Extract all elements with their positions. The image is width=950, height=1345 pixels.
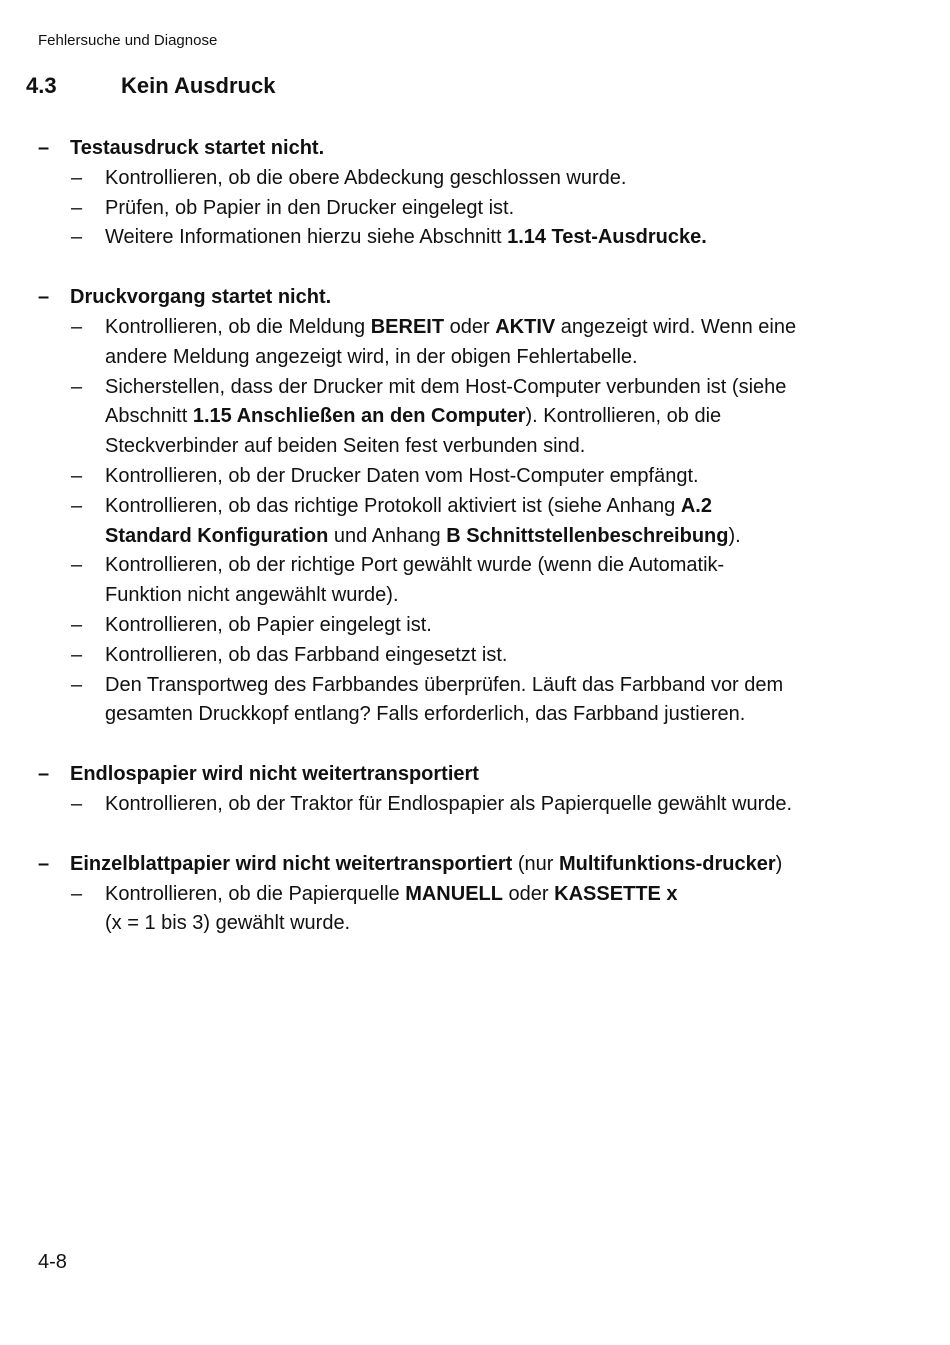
dash-bullet: – xyxy=(71,464,83,487)
page-number: 4-8 xyxy=(38,1251,67,1273)
dash-bullet: – xyxy=(71,196,83,219)
message-keyword: BEREIT xyxy=(370,315,445,338)
list-item: – Kontrollieren, ob der Drucker Daten vom Host-Computer empfängt. xyxy=(38,462,798,492)
section-reference: A.2 Standard Konfiguration xyxy=(105,494,712,547)
dash-bullet: – xyxy=(71,315,83,338)
dash-bullet: – xyxy=(71,792,83,815)
section-reference: B Schnittstellenbeschreibung xyxy=(446,524,729,547)
list-item: – Einzelblattpapier wird nicht weitertransportiert (nur Multifunktions-drucker) xyxy=(38,850,798,880)
list-item xyxy=(38,283,798,313)
dash-bullet: – xyxy=(71,375,83,398)
dash-bullet: – xyxy=(71,226,83,249)
list-item: – Kontrollieren, ob das Farbband eingesetzt ist. xyxy=(38,641,798,671)
list-item: – Prüfen, ob Papier in den Drucker eingelegt ist. xyxy=(38,194,798,224)
dash-bullet: – xyxy=(38,763,50,786)
list-item xyxy=(38,134,798,164)
dash-bullet: – xyxy=(38,137,50,159)
section-heading xyxy=(26,73,275,99)
list-item: – Kontrollieren, ob die Meldung BEREIT oder AKTIV angezeigt wird. Wenn eine andere Meldung angezeigt wird, in der obigen Fehlertabelle. xyxy=(38,313,798,373)
dash-bullet: – xyxy=(38,852,50,875)
paper-source-keyword: MANUELL xyxy=(405,882,503,905)
list-item: – Kontrollieren, ob der Traktor für Endlospapier als Papierquelle gewählt wurde. xyxy=(38,790,798,820)
dash-bullet: – xyxy=(38,286,50,309)
list-item xyxy=(38,760,798,790)
troubleshoot-endlospapier xyxy=(38,760,798,820)
dash-bullet: – xyxy=(71,554,83,577)
list-item: – Kontrollieren, ob der richtige Port gewählt wurde (wenn die Automatik-Funktion nicht angewählt wurde). xyxy=(38,551,798,611)
main-content xyxy=(38,134,798,969)
item-title: Testausdruck startet nicht. xyxy=(70,137,325,159)
dash-bullet: – xyxy=(71,166,83,189)
list-item: – Kontrollieren, ob die obere Abdeckung geschlossen wurde. xyxy=(38,164,798,194)
running-header: Fehlersuche und Diagnose xyxy=(38,32,218,49)
dash-bullet: – xyxy=(71,494,83,517)
item-title: Druckvorgang startet nicht. xyxy=(70,286,332,309)
list-item: – Den Transportweg des Farbbandes überprüfen. Läuft das Farbband vor dem gesamten Druckkopf entlang? Falls erforderlich, das Farbband justieren. xyxy=(38,671,798,731)
item-title: Endlospapier wird nicht weitertransportiert xyxy=(70,763,479,786)
list-item: – Sicherstellen, dass der Drucker mit dem Host-Computer verbunden ist (siehe Abschnitt 1.15 Anschließen an den Computer). Kontrollieren, ob die Steckverbinder auf beiden Seiten fest verbunden sind. xyxy=(38,373,798,462)
dash-bullet: – xyxy=(71,882,83,905)
list-item: – Kontrollieren, ob das richtige Protokoll aktiviert ist (siehe Anhang A.2 Standard Konfiguration und Anhang B Schnittstellenbeschreibung). xyxy=(38,492,798,552)
list-item: – Kontrollieren, ob Papier eingelegt ist. xyxy=(38,611,798,641)
troubleshoot-testausdruck xyxy=(38,134,798,253)
troubleshoot-druckvorgang xyxy=(38,283,798,730)
section-reference: 1.15 Anschließen an den Computer xyxy=(192,405,526,428)
list-item: – Kontrollieren, ob die Papierquelle MANUELL oder KASSETTE x (x = 1 bis 3) gewählt wurde. xyxy=(38,880,798,940)
list-item: – Weitere Informationen hierzu siehe Abschnitt 1.14 Test-Ausdrucke. xyxy=(38,223,798,253)
message-keyword: AKTIV xyxy=(495,315,556,338)
section-number: 4.3 xyxy=(26,73,57,98)
paper-source-keyword: KASSETTE x xyxy=(554,882,678,905)
section-reference: 1.14 Test-Ausdrucke. xyxy=(507,226,707,249)
section-title: Kein Ausdruck xyxy=(121,73,276,98)
dash-bullet: – xyxy=(71,613,83,636)
dash-bullet: – xyxy=(71,643,83,666)
printer-model: Multifunktions-drucker xyxy=(558,852,776,875)
item-title: Einzelblattpapier wird nicht weitertransportiert xyxy=(70,852,513,875)
troubleshoot-einzelblatt xyxy=(38,850,798,939)
dash-bullet: – xyxy=(71,673,83,696)
